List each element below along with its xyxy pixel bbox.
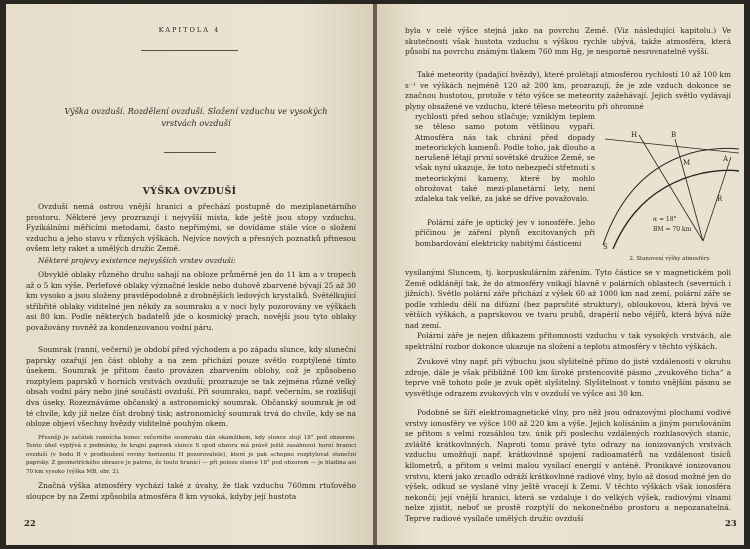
paragraph-radio: Podobně se šíří elektromagnetické vlny, pro něž jsou odrazovými plochami vodivé vrstvy ionosféry ve výšce 100 až 220 km a výše. Jejich kolísáním a jiným porušováním se přitom s velmi rozsáhlou tzv. únik při poslechu vzdálených rozhlasových stanic, zvláště krátkovlnných. Naproti tomu právě tyto odrazy na ionizovaných vrstvách vzduchu umožňují např. krátkovlnné spojení radioamatérů na vzdálenost tisíců kilometrů, a přitom s velmi malou vysílací energií v anténě. Pronikavé ionizovanou vrstvu, která jako zrcadlo odráží krátkovlnné radiové vlny, bylo až dosud možné jen do výšek, odkud se vyslané vlny ještě vracejí k Zemi. V těchto výškách však ionosféra nekončí; její vnější hranici, která se vzdaluje i do velkých výšek, radiovými vlnami nelze zjistit, neboť se prostě rozptýlí do nekonečného prostoru a nepozanatelná. Teprve radiové vysílače umělých družic ovzduší bbox=[405, 408, 731, 523]
paragraph-lead: Některé projevy existence nejvyšších vrstev ovzduší: bbox=[38, 256, 236, 265]
section-heading: VÝŠKA OVZDUŠÍ bbox=[142, 186, 237, 197]
page-number-left: 22 bbox=[24, 518, 36, 528]
figure-caption: 2. Stanovení výšky atmosféry. bbox=[629, 256, 711, 262]
horizon-line bbox=[605, 139, 739, 153]
label-r: R bbox=[717, 195, 723, 203]
label-h: H bbox=[631, 131, 638, 139]
chapter-rule bbox=[141, 50, 238, 51]
footnote: Přesněji je začátek rannícha konec večerního soumraku dán okamžikem, kdy slunce stojí 18° pod obzorem. Tento úhel vyplývá z podmínky, že krajní paprsek slunce S spod obzoru má právě ještě zasáhnout horní hranici ovzduší (v bodu B v prodloužení roviny horizontu H pozorovatele), které je pak schopno rozptylovat sluneční paprsky. Z geometrického obrazce je patrno, že touto hranicí — při poloze slunce 18° pod obzorem — je hladina asi 70 km vysoko (výška MB, obr. 2). bbox=[26, 435, 356, 475]
subtitle-rule bbox=[164, 152, 216, 153]
paragraph-clouds: Obvyklé oblaky různého druhu sahají na obloze průměrně jen do 11 km a v tropech až o 5 km výše. Perleťové oblaky význačné leskle nebo duhově zbarvené bývají 25 až 30 km vysoko a jsou složeny pravděpodobně z drobnějších ledových krystalků. Světélkující stříbřité oblaky viditelné jen někdy za soumraku a v noci byly pozorovány ve výškách asi 80 km. Podle některých badatelů jde o kosmický prach, novější jsou tyto oblaky považovány rovněž za kondenzovanou vodní páru. bbox=[26, 270, 356, 332]
paragraph-meteors: Také meteority (padající hvězdy), které prolétají atmosférou rychlostí 10 až 100 km s⁻¹ ve výškách nejméně 120 až 200 km, prozrazují, že je zde vzduch dokonce se značnou hustotou, protože v této výšce se meteority zažehávají. Jejich světlo vydávají plyny obsažené ve vzduchu, které těleso meteoritu při ohromné bbox=[405, 70, 731, 111]
twilight-geometry-figure bbox=[599, 117, 741, 255]
paragraph-spectral: Polární záře je nejen důkazem přítomnosti vzduchu v tak vysokých vrstvách, ale spektrální rozbor dokonce ukazuje na složení a teplotu atmosféry v těchto výškách. bbox=[405, 331, 731, 351]
page-number-right: 23 bbox=[725, 518, 737, 528]
right-page bbox=[377, 4, 744, 545]
chapter-subtitle: Výška ovzduší. Rozdělení ovzduší. Složení vzduchu ve vysokých vrstvách ovzduší bbox=[64, 106, 328, 128]
paragraph-aurora-start: Polární záře je optický jev v ionosféře. Jeho příčinou je záření plynů excitovaných při bombardování elektricky nabitými částicemi bbox=[415, 218, 595, 248]
angle-label: α = 18° bbox=[653, 216, 677, 223]
paragraph-meteors-cont: rychlosti před sebou stlačuje; vzniklým teplem se těleso samo potom většinou vypaří. Atmosféra nás tak chrání před dopady meteorických kamenů. Podle toho, jak dlouho a nerušeně létají první sovětské družice Země, se však nyní ukazuje, že toto nebezpečí střetnutí s meteorickými kameny, které by mohlo ohrožovat také mezi-planetární lety, není zdaleka tak velké, za jaké se dříve považovalo. bbox=[415, 112, 595, 204]
label-s: S bbox=[603, 243, 608, 251]
label-b: B bbox=[671, 131, 677, 139]
paragraph-aurora: vysílanými Sluncem, tj. korpuskulárním zářením. Tyto částice se v magnetickém poli Země odklánějí tak, že do atmosféry vnikají hlavně v polárních oblastech (severních i jižních). Světlo polární záře přichází z výšek 60 až 1000 km nad zemí, polární záře se podle vzhledu dělí na difúzní (bez paprsčité struktury), obloukovou, která bývá ve větších výškách, a paprskovou ve tvaru pruhů, drapérií nebo vějířů, která bývá níže nad zemí. bbox=[405, 268, 731, 330]
earth-surface-arc bbox=[613, 170, 739, 249]
paragraph-twilight: Soumrak (ranní, večerní) je období před východem a po západu slunce, kdy sluneční paprsky ozařují jen část oblohy a na zem přichází pouze světlo rozptýlené tímto úsekem. Soumrak je přitom často provázen zbarvením oblohy, což je způsobeno rozptylem paprsků v horních vrstvách ovzduší; prozrazuje se tak zejména různé velký obsah vodní páry nebo jiné součásti ovzduší. Při soumraku, např. večerním, se rozlišují dva úseky. Rozeznáváme občanský a astronomický soumrak. Občanský soumrak je od té chvíle, kdy již nelze číst drobný tisk; astronomický soumrak trvá do chvíle, kdy se na obloze objeví všechny hvězdy viditelné pouhým okem. bbox=[26, 345, 356, 429]
label-m: M bbox=[683, 159, 691, 167]
height-label: BM = 70 km bbox=[653, 226, 692, 233]
paragraph-pressure: Značná výška atmosféry vychází také z úvahy, že tlak vzduchu 760mm rtuťového sloupce by na Zemi způsobila atmosféra 8 km vysoká, kdyby její hustota bbox=[26, 481, 356, 501]
left-page bbox=[6, 4, 373, 545]
book-spread bbox=[6, 4, 744, 545]
paragraph-intro: Ovzduší nemá ostrou vnější hranici a přechází postupně do meziplanetárního prostoru. Některé jevy prozrazují i nejvyšší místa, kde ještě jsou stopy vzduchu. Fyzikálními měřicími metodami, často nepřímými, se dovídáme stále více o složení vzduchu a jeho stavu v různých výškách. Nejvíce nových a přesných poznatků přinesou ovšem lety raket a umělých družic Země. bbox=[26, 202, 356, 254]
chapter-label: KAPITOLA 4 bbox=[158, 26, 221, 34]
label-a: A bbox=[723, 155, 729, 163]
paragraph-density: byla v celé výšce stejná jako na povrchu Země. (Viz následující kapitolu.) Ve skutečnosti však hustota vzduchu s výškou rychle ubývá, takže atmosféra, která působí na povrchu známým tlakem 760 mm Hg, je nesporně nesrovnatelně vyšší. bbox=[405, 26, 731, 57]
paragraph-sound: Zvukové vlny např. při výbuchu jsou slyšitelné přímo do jisté vzdálenosti v okruhu zdroje, dále je však přibližně 100 km široké prstencovité pásmo „zvukového ticha“ a teprve vně tohoto pole je zvuk opět slyšitelný. Slyšitelnost v tomto vnějším pásmu se vysvětluje odrazem zvukových vln v ovzduší ve výšce asi 30 km. bbox=[405, 357, 731, 398]
